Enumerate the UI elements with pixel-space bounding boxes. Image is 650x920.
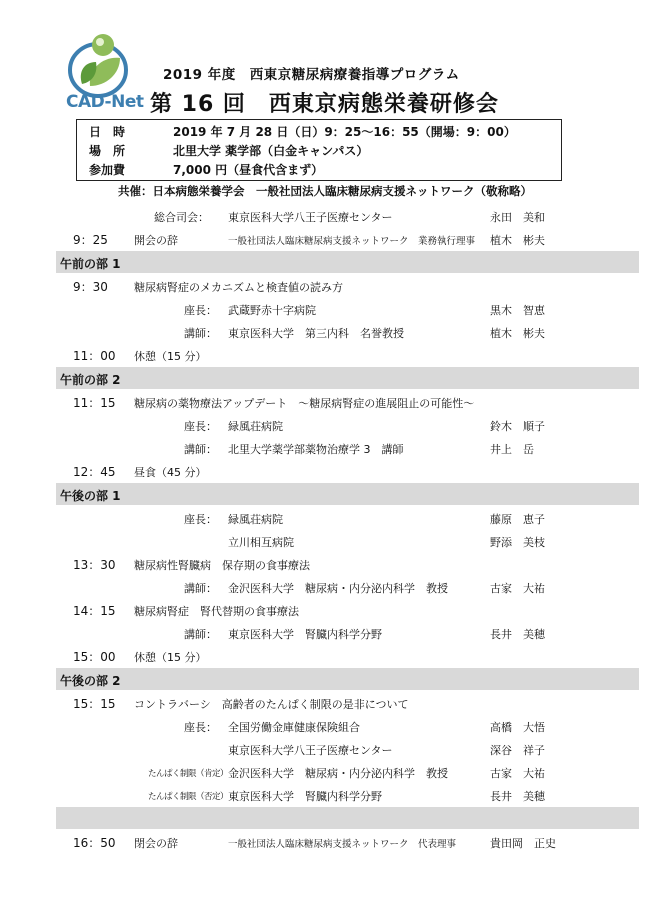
row-affiliation: 緑風荘病院 — [228, 513, 283, 526]
row-time: 13：30 — [73, 558, 116, 572]
section-header — [56, 483, 639, 505]
row-title: 昼食（45 分） — [134, 466, 207, 479]
row-name: 古家 大祐 — [490, 582, 545, 595]
row-time: 9：25 — [73, 233, 108, 247]
row-affiliation: 金沢医科大学 糖尿病・内分泌内科学 教授 — [228, 582, 448, 595]
row-title: コントラバーシ 高齢者のたんぱく制限の是非について — [134, 698, 409, 711]
row-title: 休憩（15 分） — [134, 350, 207, 363]
section-header — [56, 668, 639, 690]
row-time: 14：15 — [73, 604, 116, 618]
row-title: 休憩（15 分） — [134, 651, 207, 664]
program-schedule — [56, 204, 639, 853]
row-name: 植木 彬夫 — [490, 327, 545, 340]
row-role: 講師： — [184, 443, 217, 456]
section-label: 午前の部 2 — [60, 373, 121, 387]
row-role: 講師： — [184, 327, 217, 340]
row-affiliation: 武蔵野赤十字病院 — [228, 304, 316, 317]
info-label: 場 所 — [89, 144, 126, 158]
info-label: 参加費 — [89, 163, 126, 177]
row-affiliation: 立川相互病院 — [228, 536, 294, 549]
row-affiliation: 緑風荘病院 — [228, 420, 283, 433]
row-time: 15：00 — [73, 650, 116, 664]
event-info-box — [76, 119, 562, 181]
cohost-line: 共催：日本病態栄養学会 一般社団法人臨床糖尿病支援ネットワーク（敬称略） — [118, 184, 532, 198]
row-name: 野添 美枝 — [490, 536, 545, 549]
schedule-row — [56, 783, 639, 806]
schedule-row — [56, 390, 639, 413]
schedule-row — [56, 575, 639, 598]
row-time: 16：50 — [73, 836, 116, 850]
row-role: たんぱく制限（肯定） — [148, 769, 229, 779]
info-value: 2019 年 7 月 28 日（日）9：25〜16：55（開場：9：00） — [173, 125, 516, 139]
row-role: 講師： — [184, 582, 217, 595]
schedule-row-mc — [56, 204, 639, 227]
section-spacer — [56, 807, 639, 829]
row-affiliation: 全国労働金庫健康保険組合 — [228, 721, 360, 734]
row-name: 古家 大祐 — [490, 767, 545, 780]
row-name: 植木 彬夫 — [490, 234, 545, 247]
row-name: 鈴木 順子 — [490, 420, 545, 433]
schedule-row-opening — [56, 227, 639, 250]
schedule-row — [56, 644, 639, 667]
schedule-row — [56, 459, 639, 482]
row-title: 糖尿病腎症 腎代替期の食事療法 — [134, 605, 299, 618]
row-name: 高橋 大悟 — [490, 721, 545, 734]
row-affiliation: 一般社団法人臨床糖尿病支援ネットワーク 業務執行理事 — [228, 236, 476, 247]
row-name: 藤原 恵子 — [490, 513, 545, 526]
schedule-row — [56, 691, 639, 714]
row-time: 11：15 — [73, 396, 116, 410]
logo-text: CAD-Net — [66, 92, 144, 112]
row-affiliation: 東京医科大学八王子医療センター — [228, 744, 393, 757]
row-role: 座長： — [184, 304, 217, 317]
info-row-date — [77, 123, 561, 141]
row-title: 閉会の辞 — [134, 837, 178, 850]
row-affiliation: 一般社団法人臨床糖尿病支援ネットワーク 代表理事 — [228, 839, 457, 850]
schedule-row — [56, 436, 639, 459]
schedule-row — [56, 506, 639, 529]
section-header — [56, 251, 639, 273]
row-role: 座長： — [184, 721, 217, 734]
schedule-row — [56, 621, 639, 644]
row-role: 講師： — [184, 628, 217, 641]
row-name: 長井 美穂 — [490, 628, 545, 641]
row-time: 12：45 — [73, 465, 116, 479]
row-title: 開会の辞 — [134, 234, 178, 247]
schedule-row — [56, 413, 639, 436]
schedule-row — [56, 274, 639, 297]
row-name: 深谷 祥子 — [490, 744, 545, 757]
info-value: 北里大学 薬学部（白金キャンパス） — [173, 144, 369, 158]
row-affiliation: 東京医科大学 第三内科 名誉教授 — [228, 327, 404, 340]
schedule-row — [56, 714, 639, 737]
schedule-row — [56, 529, 639, 552]
row-name: 貴田岡 正史 — [490, 837, 556, 850]
page-title: 第 16 回 西東京病態栄養研修会 — [150, 92, 499, 117]
row-affiliation: 金沢医科大学 糖尿病・内分泌内科学 教授 — [228, 767, 448, 780]
row-affiliation: 東京医科大学八王子医療センター — [228, 211, 393, 224]
schedule-row — [56, 343, 639, 366]
row-time: 9：30 — [73, 280, 108, 294]
schedule-row — [56, 552, 639, 575]
schedule-row — [56, 737, 639, 760]
section-label: 午後の部 2 — [60, 674, 121, 688]
row-affiliation: 北里大学薬学部薬物治療学 3 講師 — [228, 443, 404, 456]
info-row-fee — [77, 161, 561, 179]
schedule-row-closing — [56, 830, 639, 853]
schedule-row — [56, 297, 639, 320]
row-title: 糖尿病の薬物療法アップデート 〜糖尿病腎症の進展阻止の可能性〜 — [134, 397, 475, 410]
schedule-row — [56, 598, 639, 621]
row-affiliation: 東京医科大学 腎臓内科学分野 — [228, 628, 382, 641]
row-affiliation: 東京医科大学 腎臓内科学分野 — [228, 790, 382, 803]
row-name: 井上 岳 — [490, 443, 534, 456]
row-name: 黒木 智恵 — [490, 304, 545, 317]
schedule-row — [56, 320, 639, 343]
info-row-venue — [77, 142, 561, 160]
row-title: 糖尿病腎症のメカニズムと検査値の読み方 — [134, 281, 343, 294]
row-time: 11：00 — [73, 349, 116, 363]
row-role: 座長： — [184, 420, 217, 433]
row-role: 座長： — [184, 513, 217, 526]
schedule-row — [56, 760, 639, 783]
row-title: 総合司会： — [154, 211, 209, 224]
section-label: 午後の部 1 — [60, 489, 121, 503]
info-value: 7,000 円（昼食代含まず） — [173, 163, 324, 177]
section-label: 午前の部 1 — [60, 257, 121, 271]
row-name: 永田 美和 — [490, 211, 545, 224]
row-name: 長井 美穂 — [490, 790, 545, 803]
section-header — [56, 367, 639, 389]
info-label: 日 時 — [89, 125, 126, 139]
row-role: たんぱく制限（否定） — [148, 792, 229, 802]
row-title: 糖尿病性腎臓病 保存期の食事療法 — [134, 559, 310, 572]
row-time: 15：15 — [73, 697, 116, 711]
program-subtitle: 2019 年度 西東京糖尿病療養指導プログラム — [163, 67, 460, 83]
